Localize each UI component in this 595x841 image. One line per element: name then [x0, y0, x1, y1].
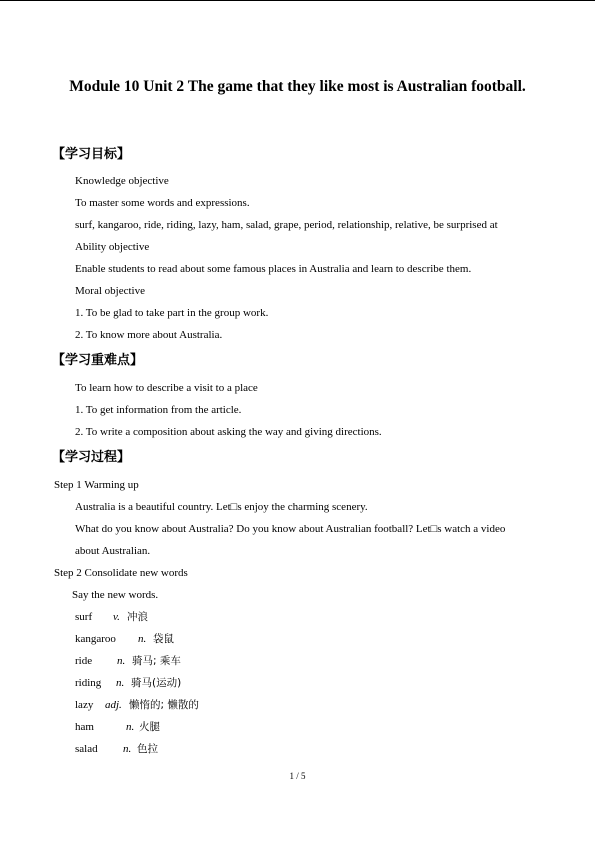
- objective-line: Enable students to read about some famous places in Australia and learn to describe them.: [75, 263, 472, 275]
- vocab-meaning: 火腿: [139, 721, 160, 733]
- vocab-meaning: 懒惰的; 懒散的: [129, 699, 199, 711]
- vocab-pos: n.: [116, 677, 125, 689]
- vocab-meaning: 骑马(运动): [131, 677, 182, 689]
- key-point-line: To learn how to describe a visit to a place: [75, 382, 258, 394]
- objective-line: Ability objective: [75, 241, 150, 253]
- step-line: Say the new words.: [72, 589, 159, 601]
- vocab-pos: n.: [123, 743, 132, 755]
- objective-line: 2. To know more about Australia.: [75, 329, 223, 341]
- vocab-meaning: 冲浪: [127, 611, 148, 623]
- vocab-pos: n.: [117, 655, 126, 667]
- step-line: about Australian.: [75, 545, 151, 557]
- section-heading-objectives: 【学习目标】: [52, 147, 131, 162]
- step-line: Australia is a beautiful country. Let□s enjoy the charming scenery.: [75, 501, 368, 513]
- vocab-meaning: 袋鼠: [153, 633, 174, 645]
- vocab-word: riding: [75, 677, 102, 689]
- vocab-pos: adj.: [105, 699, 122, 711]
- vocab-meaning: 色拉: [137, 743, 158, 755]
- page-number: 1 / 5: [289, 771, 306, 781]
- vocab-word: ride: [75, 655, 93, 667]
- objective-line: Moral objective: [75, 285, 145, 297]
- step-title: Step 1 Warming up: [54, 479, 139, 491]
- section-heading-process: 【学习过程】: [52, 450, 131, 465]
- vocab-word: lazy: [75, 699, 94, 711]
- step-line: What do you know about Australia? Do you know about Australian football? Let□s watch a video: [75, 523, 506, 535]
- vocab-word: salad: [75, 743, 98, 755]
- objective-line: 1. To be glad to take part in the group work.: [75, 307, 269, 319]
- step-title: Step 2 Consolidate new words: [54, 567, 188, 579]
- objective-line: Knowledge objective: [75, 175, 169, 187]
- vocab-meaning: 骑马; 乘车: [132, 655, 181, 667]
- key-point-line: 1. To get information from the article.: [75, 404, 242, 416]
- vocab-word: kangaroo: [75, 633, 116, 645]
- vocab-pos: v.: [113, 611, 120, 623]
- vocab-pos: n.: [138, 633, 147, 645]
- objective-line: surf, kangaroo, ride, riding, lazy, ham, salad, grape, period, relationship, relative, be surprised at: [75, 219, 498, 231]
- vocab-word: surf: [75, 611, 93, 623]
- objective-line: To master some words and expressions.: [75, 197, 250, 209]
- section-heading-key-points: 【学习重难点】: [52, 353, 144, 368]
- vocab-word: ham: [75, 721, 94, 733]
- key-point-line: 2. To write a composition about asking the way and giving directions.: [75, 426, 382, 438]
- document-title: Module 10 Unit 2 The game that they like most is Australian football.: [69, 78, 526, 95]
- page-top-rule: [0, 0, 595, 1]
- vocab-pos: n.: [126, 721, 135, 733]
